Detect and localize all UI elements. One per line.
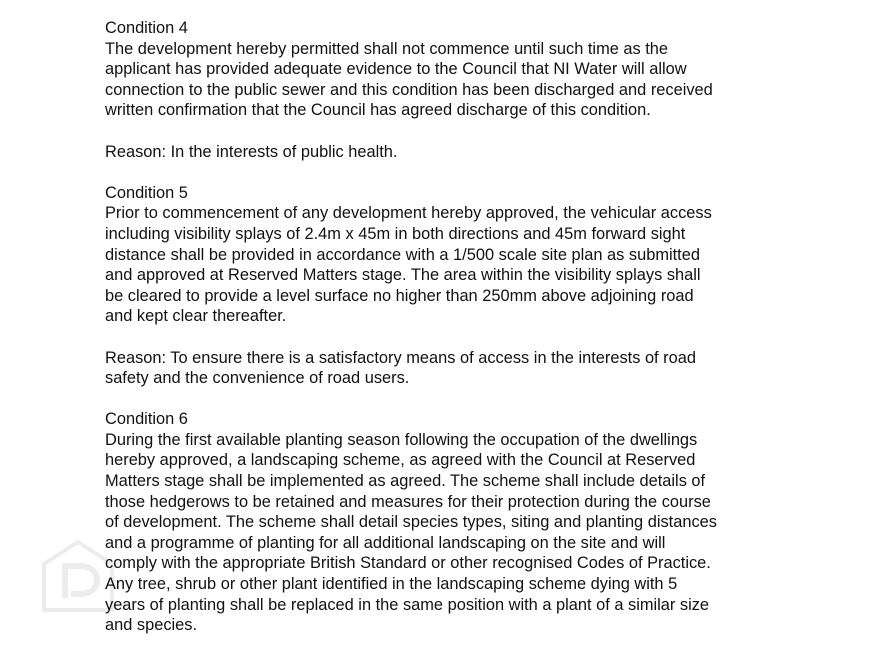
planning-conditions-document (105, 18, 805, 636)
condition-text-line: During the first available planting season following the occupation of the dwellings (105, 430, 698, 449)
condition-text-line: be cleared to provide a level surface no higher than 250mm above adjoining road (105, 286, 694, 305)
condition-text-line: and kept clear thereafter. (105, 307, 287, 326)
section-spacer (105, 389, 805, 410)
condition-text-line: Prior to commencement of any development hereby approved, the vehicular access (105, 204, 712, 223)
condition-5-section (105, 183, 805, 389)
condition-6-section (105, 409, 805, 636)
condition-heading: Condition 6 (105, 410, 188, 429)
condition-text-line: connection to the public sewer and this condition has been discharged and received (105, 80, 713, 99)
condition-reason-line: safety and the convenience of road users. (105, 369, 410, 388)
condition-heading: Condition 4 (105, 19, 188, 37)
condition-text-line: and species. (105, 616, 198, 635)
condition-text-line: hereby approved, a landscaping scheme, as agreed with the Council at Reserved (105, 451, 696, 470)
condition-4-section (105, 18, 805, 162)
condition-text-line: and a programme of planting for all additional landscaping on the site and will (105, 533, 666, 552)
condition-text-line: Matters stage shall be implemented as agreed. The scheme shall include details of (105, 472, 706, 491)
condition-heading: Condition 5 (105, 183, 188, 202)
condition-text-line: written confirmation that the Council has agreed discharge of this condition. (105, 101, 651, 120)
paragraph-spacer (105, 121, 805, 142)
paragraph-spacer (105, 327, 805, 348)
condition-text-line: The development hereby permitted shall not commence until such time as the (105, 39, 669, 58)
condition-text-line: of development. The scheme shall detail species types, siting and planting distances (105, 513, 717, 532)
condition-text-line: comply with the appropriate British Standard or other recognised Codes of Practice. (105, 554, 711, 573)
condition-text-line: and approved at Reserved Matters stage. The area within the visibility splays shall (105, 266, 701, 285)
condition-text-line: including visibility splays of 2.4m x 45m in both directions and 45m forward sight (105, 224, 686, 243)
condition-text-line: applicant has provided adequate evidence to the Council that NI Water will allow (105, 60, 687, 79)
condition-text-line: years of planting shall be replaced in the same position with a plant of a similar size (105, 595, 710, 614)
condition-text-line: those hedgerows to be retained and measures for their protection during the course (105, 492, 711, 511)
condition-reason-line: Reason: To ensure there is a satisfactory means of access in the interests of road (105, 348, 696, 367)
condition-text-line: Any tree, shrub or other plant identified in the landscaping scheme dying with 5 (105, 575, 678, 594)
section-spacer (105, 162, 805, 183)
condition-text-line: distance shall be provided in accordance with a 1/500 scale site plan as submitted (105, 245, 700, 264)
condition-reason-line: Reason: In the interests of public health. (105, 142, 398, 161)
